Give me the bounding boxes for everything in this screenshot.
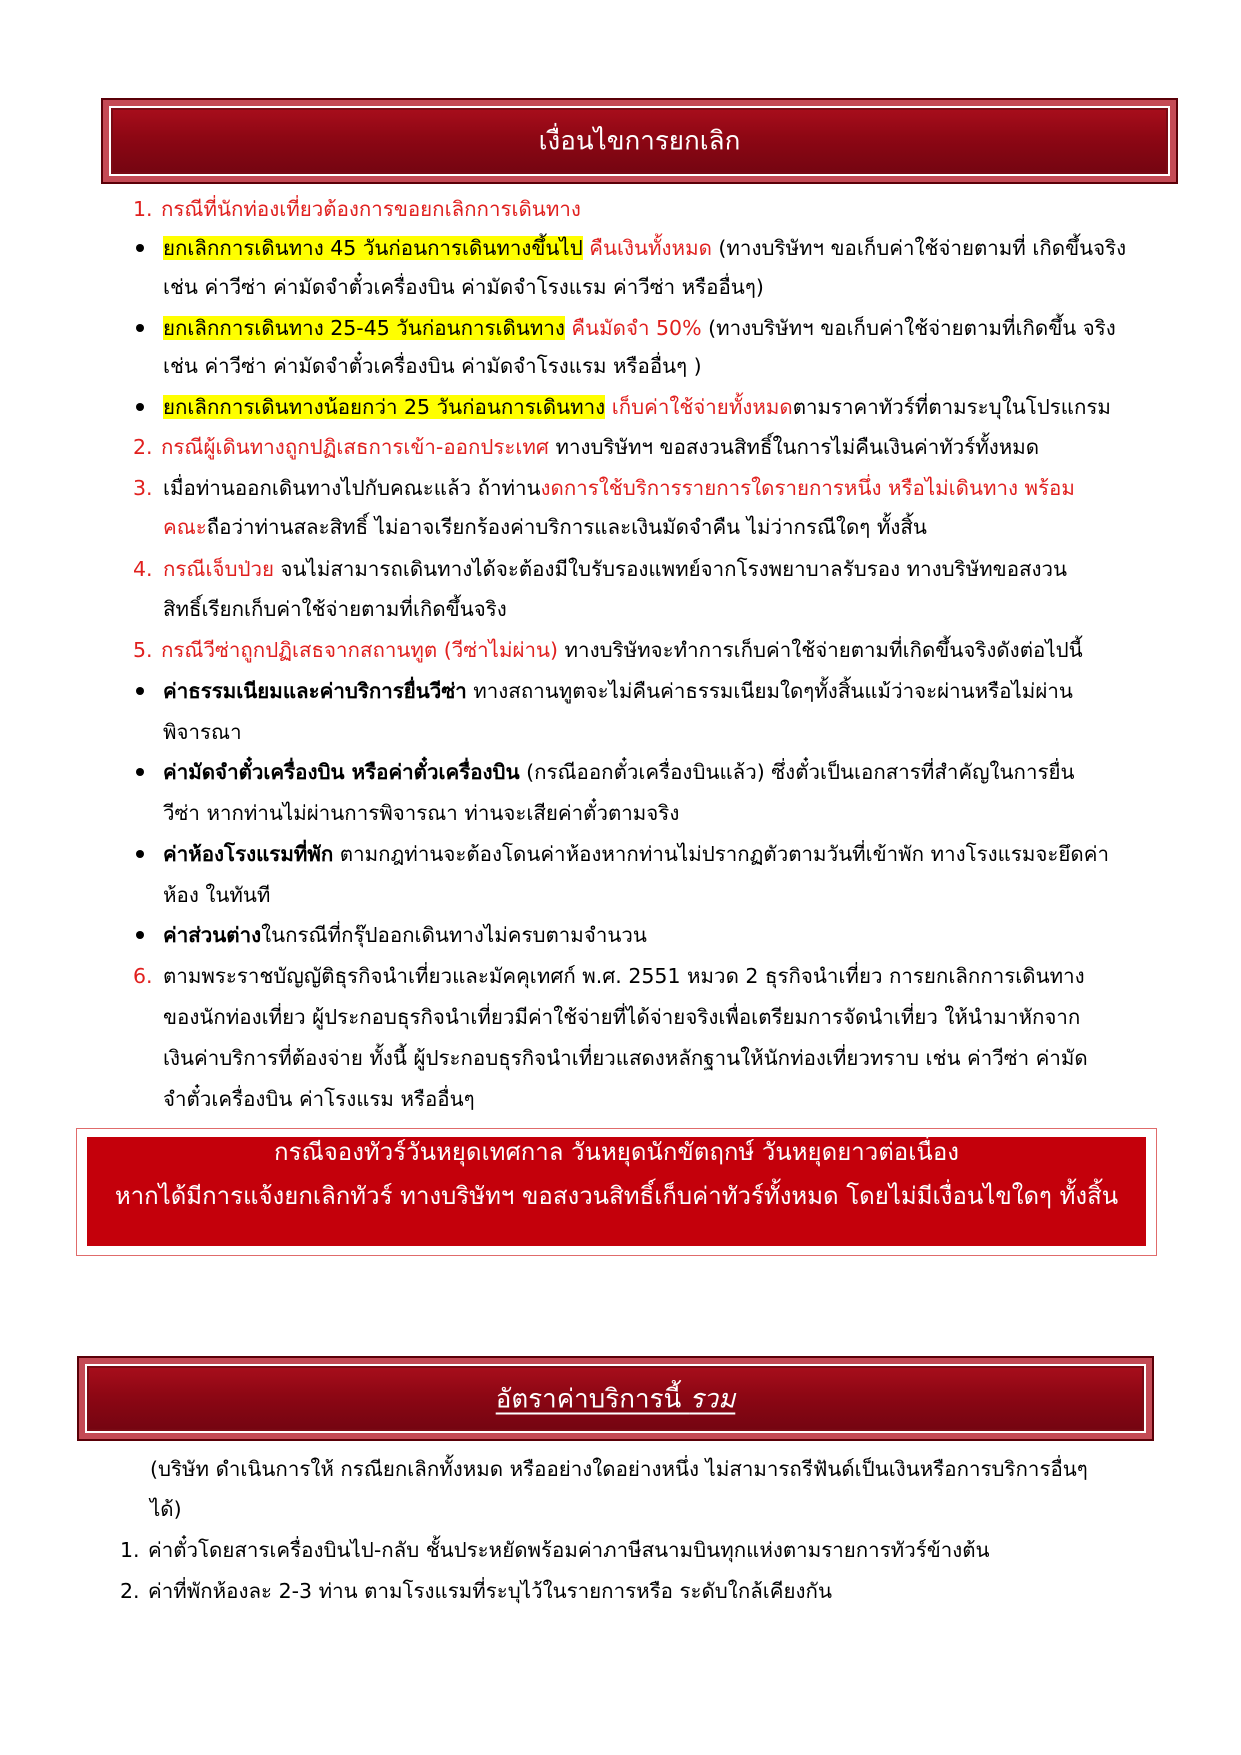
bullet-icon [136, 850, 144, 858]
bullet-item-line [163, 393, 1111, 421]
section-title [79, 1378, 1152, 1419]
red-text: งดการใช้บริการรายการใดรายการหนึ่ง หรือไม่เดินทาง พร้อม [540, 476, 1075, 500]
highlight-text: ยกเลิกการเดินทางน้อยกว่า 25 วันก่อนการเดินทาง [163, 395, 606, 419]
list-number: 1. [133, 197, 153, 221]
bullet-item-line: วีซ่า หากท่านไม่ผ่านการพิจารณา ท่านจะเสียค่าตั๋วตามจริง [163, 801, 680, 825]
plain-text: เมื่อท่านออกเดินทางไปกับคณะแล้ว ถ้าท่าน [163, 476, 541, 500]
highlight-text: ยกเลิกการเดินทาง 25-45 วันก่อนการเดินทาง [163, 316, 565, 340]
red-text: คณะ [163, 515, 207, 539]
plain-text: (ทางบริษัทฯ ขอเก็บค่าใช้จ่ายตามที่ เกิดขึ้นจริง [711, 236, 1127, 260]
bullet-icon [136, 931, 144, 939]
bullet-item-line [163, 758, 1075, 786]
section-title: เงื่อนไขการยกเลิก [538, 126, 741, 157]
red-text: คืนเงินทั้งหมด [589, 236, 712, 260]
bold-text: ค่าธรรมเนียมและค่าบริการยื่นวีซ่า [163, 679, 467, 703]
plain-text: ทางบริษัทจะทำการเก็บค่าใช้จ่ายตามที่เกิดขึ้นจริงดังต่อไปนี้ [558, 638, 1083, 662]
red-text: คืนมัดจำ 50% [571, 316, 702, 340]
plain-text: ถือว่าท่านสละสิทธิ์ ไม่อาจเรียกร้องค่าบริการและเงินมัดจำคืน ไม่ว่ากรณีใดๆ ทั้งสิ้น [206, 515, 927, 539]
bullet-item-line: เช่น ค่าวีซ่า ค่ามัดจำตั๋วเครื่องบิน ค่ามัดจำโรงแรม ค่าวีซ่า หรืออื่นๆ) [163, 275, 764, 299]
list-number: 5. [133, 638, 153, 662]
bold-text: ค่าส่วนต่าง [163, 923, 262, 947]
bullet-item-line: ห้อง ในทันที [163, 883, 271, 907]
rates-note: ได้) [150, 1497, 182, 1521]
red-text: กรณีผู้เดินทางถูกปฏิเสธการเข้า-ออกประเทศ [161, 435, 549, 459]
bullet-icon [136, 244, 144, 252]
bullet-icon [136, 403, 144, 411]
list-item-text: ค่าที่พักห้องละ 2-3 ท่าน ตามโรงแรมที่ระบุไว้ในรายการหรือ ระดับใกล้เคียงกัน [148, 1579, 832, 1603]
list-item-text [163, 513, 927, 541]
bullet-icon [136, 768, 144, 776]
bullet-item-line: เช่น ค่าวีซ่า ค่ามัดจำตั๋วเครื่องบิน ค่ามัดจำโรงแรม หรืออื่นๆ ) [163, 354, 702, 378]
bullet-item-line: พิจารณา [163, 720, 242, 744]
red-text: กรณีเจ็บป่วย [163, 557, 275, 581]
plain-text: จนไม่สามารถเดินทางได้จะต้องมีใบรับรองแพทย์จากโรงพยาบาลรับรอง ทางบริษัทขอสงวน [274, 557, 1068, 581]
list-item-text: ค่าตั๋วโดยสารเครื่องบินไป-กลับ ชั้นประหยัดพร้อมค่าภาษีสนามบินทุกแห่งตามรายการทัวร์ข้างต้น [148, 1538, 990, 1562]
list-number: 1. [120, 1538, 140, 1562]
bullet-icon [136, 687, 144, 695]
list-number: 3. [133, 476, 153, 500]
service-rates-banner [77, 1356, 1154, 1441]
plain-text: ตามราคาทัวร์ที่ตามระบุในโปรแกรม [792, 395, 1111, 419]
red-text: กรณีวีซ่าถูกปฏิเสธจากสถานทูต (วีซ่าไม่ผ่าน) [161, 638, 559, 662]
bullet-item-line [163, 677, 1073, 705]
bullet-icon [136, 324, 144, 332]
list-number: 2. [120, 1579, 140, 1603]
cancellation-conditions-banner [101, 98, 1178, 184]
list-item-text [161, 636, 1083, 664]
plain-text: (กรณีออกตั๋วเครื่องบินแล้ว) ซึ่งตั๋วเป็นเอกสารที่สำคัญในการยื่น [519, 760, 1075, 784]
list-item-text: จำตั๋วเครื่องบิน ค่าโรงแรม หรืออื่นๆ [163, 1087, 475, 1111]
list-item-text: กรณีที่นักท่องเที่ยวต้องการขอยกเลิกการเดินทาง [161, 197, 581, 221]
list-number: 6. [133, 964, 153, 988]
list-item-text: ตามพระราชบัญญัติธุรกิจนำเที่ยวและมัคคุเทศก์ พ.ศ. 2551 หมวด 2 ธุรกิจนำเที่ยว การยกเลิกการเดินทาง [163, 964, 1085, 988]
plain-text: ทางสถานทูตจะไม่คืนค่าธรรมเนียมใดๆทั้งสิ้นแม้ว่าจะผ่านหรือไม่ผ่าน [466, 679, 1073, 703]
list-item-text [163, 474, 1075, 502]
list-item-text: สิทธิ์เรียกเก็บค่าใช้จ่ายตามที่เกิดขึ้นจริง [163, 597, 507, 621]
plain-text: (ทางบริษัทฯ ขอเก็บค่าใช้จ่ายตามที่เกิดขึ้น จริง [701, 316, 1116, 340]
notice-text: กรณีจองทัวร์วันหยุดเทศกาล วันหยุดนักขัตฤกษ์ วันหยุดยาวต่อเนื่อง [274, 1138, 959, 1166]
list-number: 2. [133, 435, 153, 459]
bullet-item-line [163, 234, 1126, 262]
list-item-text: เงินค่าบริการที่ต้องจ่าย ทั้งนี้ ผู้ประกอบธุรกิจนำเที่ยวแสดงหลักฐานให้นักท่องเที่ยวทราบ เช่น ค่าวีซ่า ค่ามัด [163, 1046, 1088, 1070]
bullet-item-line [163, 840, 1109, 868]
title-text: อัตราค่าบริการนี้ [495, 1384, 690, 1414]
notice-text: หากได้มีการแจ้งยกเลิกทัวร์ ทางบริษัทฯ ขอสงวนสิทธิ์เก็บค่าทัวร์ทั้งหมด โดยไม่มีเงื่อนไขใดๆ ทั้งสิ้น [114, 1182, 1119, 1210]
red-text: เก็บค่าใช้จ่ายทั้งหมด [611, 395, 793, 419]
list-item-text [161, 433, 1039, 461]
bold-text: ค่าห้องโรงแรมที่พัก [163, 842, 334, 866]
highlight-text: ยกเลิกการเดินทาง 45 วันก่อนการเดินทางขึ้นไป [163, 236, 583, 260]
plain-text: ตามกฎท่านจะต้องโดนค่าห้องหากท่านไม่ปรากฏตัวตามวันที่เข้าพัก ทางโรงแรมจะยึดค่า [333, 842, 1109, 866]
bold-text: ค่ามัดจำตั๋วเครื่องบิน หรือค่าตั๋วเครื่องบิน [163, 760, 520, 784]
plain-text: ทางบริษัทฯ ขอสงวนสิทธิ์ในการไม่คืนเงินค่าทัวร์ทั้งหมด [548, 435, 1040, 459]
plain-text: ในกรณีที่กรุ๊ปออกเดินทางไม่ครบตามจำนวน [261, 923, 647, 947]
rates-note: (บริษัท ดำเนินการให้ กรณียกเลิกทั้งหมด หรืออย่างใดอย่างหนึ่ง ไม่สามารถรีฟันด์เป็นเงินหรือการบริการอื่นๆ [150, 1457, 1088, 1481]
bullet-item-line [163, 921, 647, 949]
list-number: 4. [133, 557, 153, 581]
list-item-text [163, 555, 1067, 583]
bullet-item-line [163, 314, 1116, 342]
list-item-text: ของนักท่องเที่ยว ผู้ประกอบธุรกิจนำเที่ยวมีค่าใช้จ่ายที่ได้จ่ายจริงเพื่อเตรียมการจัดนำเที่ยว ให้นำมาหักจาก [163, 1005, 1081, 1029]
title-emphasis: รวม [689, 1384, 736, 1414]
